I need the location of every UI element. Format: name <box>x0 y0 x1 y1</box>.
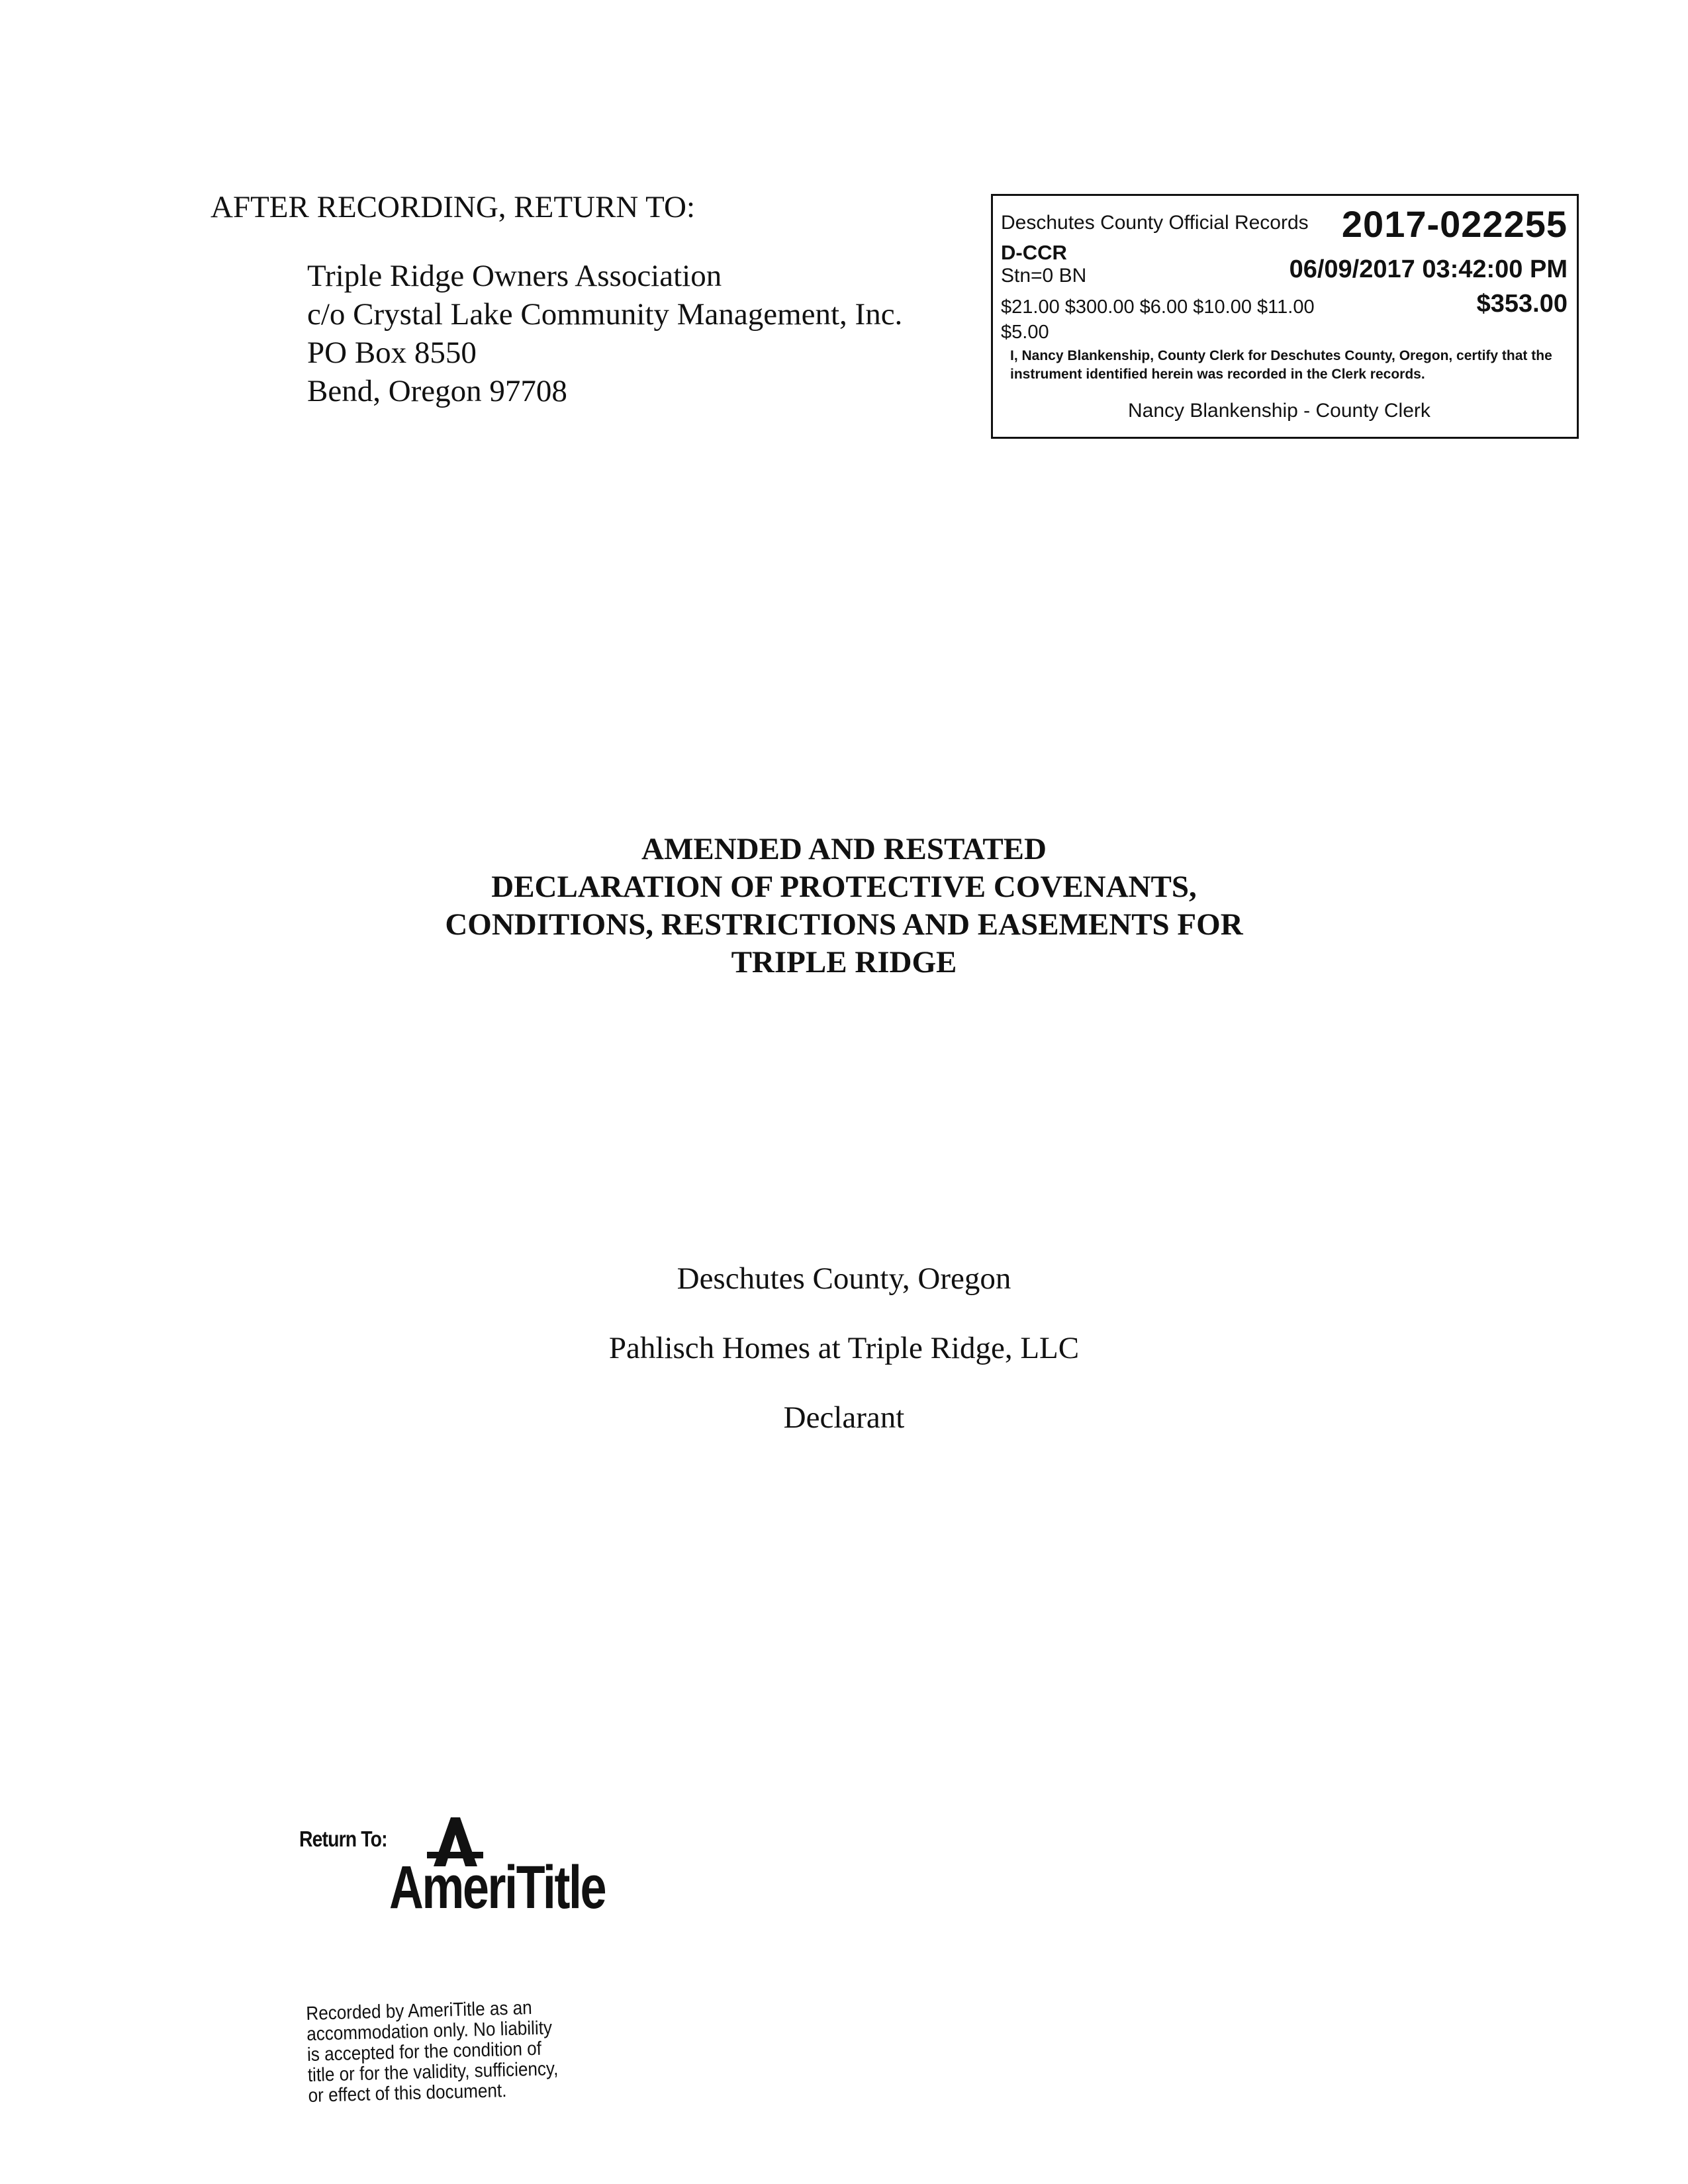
return-to-heading: AFTER RECORDING, RETURN TO: <box>211 190 696 224</box>
stamp-clerk: Nancy Blankenship - County Clerk <box>1128 400 1430 422</box>
stamp-total: $353.00 <box>1476 290 1568 318</box>
address-line: Triple Ridge Owners Association <box>307 259 722 293</box>
stamp-record-number: 2017-022255 <box>1341 203 1568 245</box>
declarant-label: Declarant <box>783 1400 905 1435</box>
address-line: PO Box 8550 <box>307 336 477 370</box>
disclaimer-line: title or for the validity, sufficiency, <box>307 2058 559 2086</box>
stamp-datetime: 06/09/2017 03:42:00 PM <box>1289 255 1568 283</box>
stamp-certification: I, Nancy Blankenship, County Clerk for Deschutes County, Oregon, certify that the instrument identified herein was recorded in the Clerk records. <box>1010 348 1552 382</box>
stamp-doc-type: D-CCR <box>1001 241 1067 264</box>
address-line: c/o Crystal Lake Community Management, Inc. <box>307 297 903 332</box>
disclaimer-line: accommodation only. No liability <box>306 2017 553 2045</box>
ameri-return-label: Return To: <box>299 1827 387 1851</box>
county-line: Deschutes County, Oregon <box>677 1261 1011 1296</box>
title-line: AMENDED AND RESTATED <box>641 832 1047 866</box>
title-line: DECLARATION OF PROTECTIVE COVENANTS, <box>491 870 1197 904</box>
stamp-station: Stn=0 BN <box>1001 265 1087 287</box>
declarant-name: Pahlisch Homes at Triple Ridge, LLC <box>608 1331 1080 1365</box>
document-title <box>0 831 1688 981</box>
stamp-office: Deschutes County Official Records <box>1001 212 1309 234</box>
return-address <box>307 257 902 410</box>
disclaimer <box>306 1996 606 2107</box>
recording-stamp <box>991 194 1579 439</box>
stamp-fees-continued: $5.00 <box>1001 322 1049 343</box>
disclaimer-line: Recorded by AmeriTitle as an <box>305 1997 533 2025</box>
stamp-fees: $21.00 $300.00 $6.00 $10.00 $11.00 <box>1001 296 1315 318</box>
title-line: CONDITIONS, RESTRICTIONS AND EASEMENTS FOR <box>445 907 1243 942</box>
disclaimer-line: is accepted for the condition of <box>306 2038 542 2066</box>
ameri-logo-text: AmeriTitle <box>389 1854 606 1921</box>
address-line: Bend, Oregon 97708 <box>307 374 567 408</box>
title-line: TRIPLE RIDGE <box>731 945 957 979</box>
disclaimer-line: or effect of this document. <box>308 2080 507 2107</box>
